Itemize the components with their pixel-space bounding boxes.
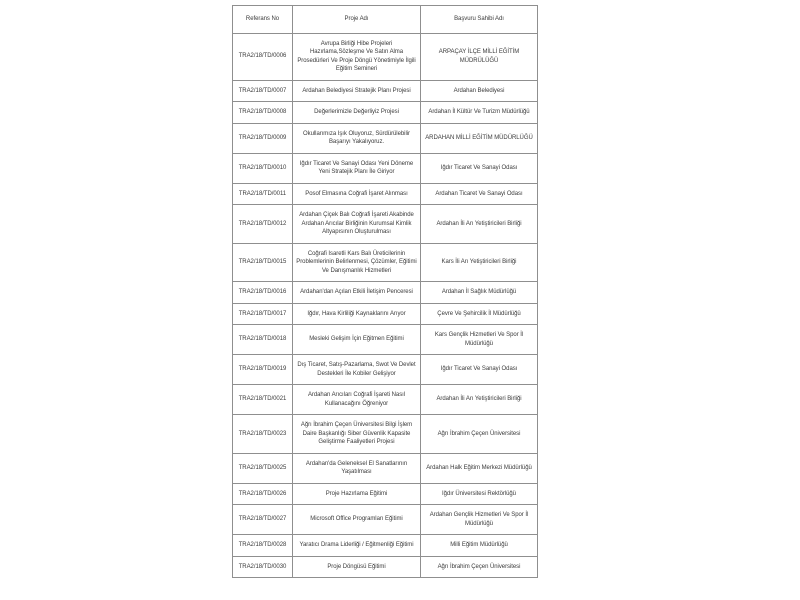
referans-no-cell: TRA2/18/TD/0030 <box>233 556 293 578</box>
referans-no-cell: TRA2/18/TD/0012 <box>233 205 293 244</box>
header-proje-adi: Proje Adı <box>293 6 421 34</box>
proje-adi-cell: Posof Elmasına Coğrafi İşaret Alınması <box>293 183 421 205</box>
referans-no-cell: TRA2/18/TD/0023 <box>233 415 293 454</box>
proje-adi-cell: Ardahan Çiçek Balı Coğrafi İşareti Akabinde Ardahan Arıcılar Birliğinin Kurumsal Kimlik Altyapısının Oluşturulması <box>293 205 421 244</box>
table-row <box>233 303 538 325</box>
referans-no-cell: TRA2/18/TD/0018 <box>233 325 293 355</box>
header-referans-no: Referans No <box>233 6 293 34</box>
referans-no-cell: TRA2/18/TD/0011 <box>233 183 293 205</box>
basvuru-sahibi-cell: Ardahan Ticaret Ve Sanayi Odası <box>421 183 538 205</box>
basvuru-sahibi-cell: Ağrı İbrahim Çeçen Üniversitesi <box>421 556 538 578</box>
basvuru-sahibi-cell: ARDAHAN MİLLİ EĞİTİM MÜDÜRLÜĞÜ <box>421 123 538 153</box>
proje-adi-cell: Okullarımıza Işık Oluyoruz, Sürdürülebilir Başarıyı Yakalıyoruz. <box>293 123 421 153</box>
proje-adi-cell: Coğrafi Isaretli Kars Balı Üreticilerinin Problemlerinin Belirlenmesi, Çözümler, Eğitimi Ve Danışmanlık Hizmetleri <box>293 243 421 282</box>
table-row <box>233 243 538 282</box>
table-header-row <box>233 6 538 34</box>
basvuru-sahibi-cell: Ardahan İli Arı Yetiştiricileri Birliği <box>421 205 538 244</box>
basvuru-sahibi-cell: Kars Gençlik Hizmetleri Ve Spor İl Müdürlüğü <box>421 325 538 355</box>
basvuru-sahibi-cell: Ardahan Gençlik Hizmetleri Ve Spor İl Müdürlüğü <box>421 505 538 535</box>
table-row <box>233 205 538 244</box>
table-row <box>233 325 538 355</box>
basvuru-sahibi-cell: Ardahan İl Kültür Ve Turizm Müdürlüğü <box>421 102 538 124</box>
table-row <box>233 80 538 102</box>
proje-adi-cell: Ardahan Belediyesi Stratejik Planı Projesi <box>293 80 421 102</box>
proje-adi-cell: Iğdır, Hava Kirliliği Kaynaklarını Arıyor <box>293 303 421 325</box>
proje-adi-cell: Dış Ticaret, Satış-Pazarlama, Swot Ve Devlet Destekleri İle Kobiler Gelişiyor <box>293 355 421 385</box>
table-row <box>233 453 538 483</box>
proje-adi-cell: Proje Hazırlama Eğitimi <box>293 483 421 505</box>
referans-no-cell: TRA2/18/TD/0007 <box>233 80 293 102</box>
table-row <box>233 415 538 454</box>
basvuru-sahibi-cell: Çevre Ve Şehircilik İl Müdürlüğü <box>421 303 538 325</box>
table-body <box>233 33 538 578</box>
table-row <box>233 556 538 578</box>
table-row <box>233 505 538 535</box>
table-row <box>233 33 538 80</box>
referans-no-cell: TRA2/18/TD/0026 <box>233 483 293 505</box>
header-basvuru-sahibi-adi: Başvuru Sahibi Adı <box>421 6 538 34</box>
table-row <box>233 102 538 124</box>
basvuru-sahibi-cell: Kars İli Arı Yetiştiricileri Birliği <box>421 243 538 282</box>
table-row <box>233 183 538 205</box>
proje-adi-cell: Ardahan Arıcıları Coğrafi İşareti Nasıl Kullanacağını Öğreniyor <box>293 385 421 415</box>
referans-no-cell: TRA2/18/TD/0028 <box>233 535 293 557</box>
project-list-report <box>232 5 538 578</box>
table-row <box>233 483 538 505</box>
referans-no-cell: TRA2/18/TD/0021 <box>233 385 293 415</box>
referans-no-cell: TRA2/18/TD/0025 <box>233 453 293 483</box>
proje-adi-cell: Ağrı İbrahim Çeçen Üniversitesi Bilgi İşlem Daire Başkanlığı Siber Güvenlik Kapasite Geliştirme Faaliyetleri Projesi <box>293 415 421 454</box>
proje-adi-cell: Mesleki Gelişim İçin Eğitmen Eğitimi <box>293 325 421 355</box>
basvuru-sahibi-cell: Milli Eğitim Müdürlüğü <box>421 535 538 557</box>
basvuru-sahibi-cell: Iğdır Üniversitesi Rektörlüğü <box>421 483 538 505</box>
table-row <box>233 385 538 415</box>
table-row <box>233 282 538 304</box>
basvuru-sahibi-cell: Iğdır Ticaret Ve Sanayi Odası <box>421 153 538 183</box>
referans-no-cell: TRA2/18/TD/0016 <box>233 282 293 304</box>
proje-adi-cell: Değerlerimizle Değerliyiz Projesi <box>293 102 421 124</box>
proje-adi-cell: Avrupa Birliği Hibe Projeleri Hazırlama,Sözleşme Ve Satın Alma Prosedürleri Ve Proje Döngü Yönetimiyle İlgili Eğitim Semineri <box>293 33 421 80</box>
proje-adi-cell: Iğdır Ticaret Ve Sanayi Odası Yeni Döneme Yeni Stratejik Planı İle Giriyor <box>293 153 421 183</box>
project-table <box>232 5 538 578</box>
referans-no-cell: TRA2/18/TD/0008 <box>233 102 293 124</box>
basvuru-sahibi-cell: Ardahan Belediyesi <box>421 80 538 102</box>
basvuru-sahibi-cell: Ardahan Halk Eğitim Merkezi Müdürlüğü <box>421 453 538 483</box>
basvuru-sahibi-cell: Ardahan İl Sağlık Müdürlüğü <box>421 282 538 304</box>
proje-adi-cell: Yaratıcı Drama Liderliği / Eğitmenliği Eğitimi <box>293 535 421 557</box>
basvuru-sahibi-cell: Ağrı İbrahim Çeçen Üniversitesi <box>421 415 538 454</box>
table-row <box>233 123 538 153</box>
proje-adi-cell: Proje Döngüsü Eğitimi <box>293 556 421 578</box>
proje-adi-cell: Ardahan'dan Açılan Etkili İletişim Penceresi <box>293 282 421 304</box>
referans-no-cell: TRA2/18/TD/0006 <box>233 33 293 80</box>
basvuru-sahibi-cell: Iğdır Ticaret Ve Sanayi Odası <box>421 355 538 385</box>
referans-no-cell: TRA2/18/TD/0019 <box>233 355 293 385</box>
table-row <box>233 153 538 183</box>
referans-no-cell: TRA2/18/TD/0027 <box>233 505 293 535</box>
referans-no-cell: TRA2/18/TD/0010 <box>233 153 293 183</box>
proje-adi-cell: Ardahan'da Geleneksel El Sanatlarının Yaşatılması <box>293 453 421 483</box>
referans-no-cell: TRA2/18/TD/0017 <box>233 303 293 325</box>
basvuru-sahibi-cell: ARPAÇAY İLÇE MİLLİ EĞİTİM MÜDRÜLÜĞÜ <box>421 33 538 80</box>
referans-no-cell: TRA2/18/TD/0015 <box>233 243 293 282</box>
table-header <box>233 6 538 34</box>
table-row <box>233 355 538 385</box>
table-row <box>233 535 538 557</box>
basvuru-sahibi-cell: Ardahan İli Arı Yetiştiricileri Birliği <box>421 385 538 415</box>
proje-adi-cell: Microsoft Office Programları Eğitimi <box>293 505 421 535</box>
referans-no-cell: TRA2/18/TD/0009 <box>233 123 293 153</box>
